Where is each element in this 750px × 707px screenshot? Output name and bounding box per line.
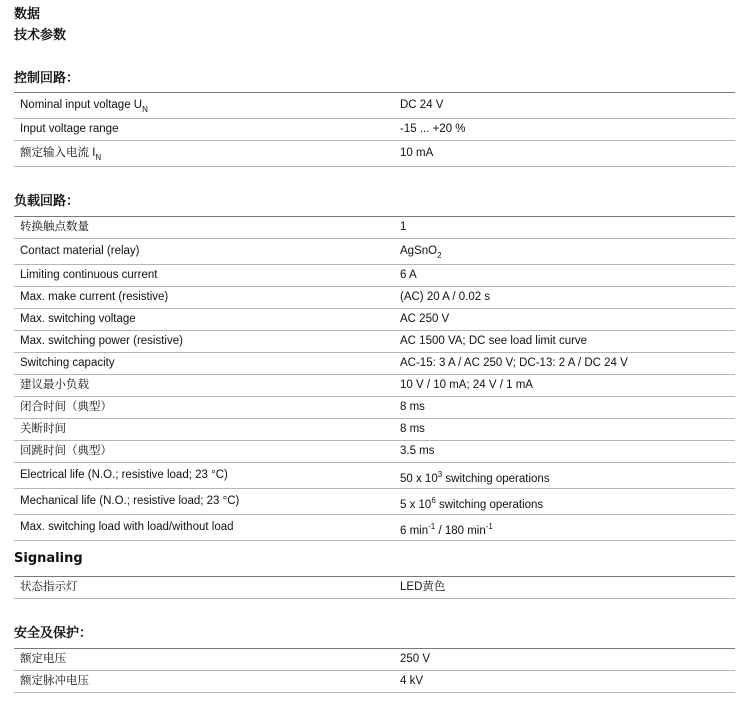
section-title-signaling: Signaling <box>14 551 83 566</box>
row-label: Max. switching voltage <box>20 313 136 325</box>
table-row <box>14 671 735 693</box>
row-label: 状态指示灯 <box>20 581 78 593</box>
row-value: 1 <box>400 221 407 233</box>
row-value: AC 1500 VA; DC see load limit curve <box>400 335 588 347</box>
row-value: 4 kV <box>400 675 424 687</box>
table-row <box>14 141 735 167</box>
page-title: 数据 <box>14 7 41 22</box>
load-table <box>14 216 735 541</box>
row-value: (AC) 20 A / 0.02 s <box>400 291 491 303</box>
row-label: Electrical life (N.O.; resistive load; 23 °C) <box>20 469 228 481</box>
row-label: Mechanical life (N.O.; resistive load; 23 °C) <box>20 495 240 507</box>
table-row <box>14 216 735 239</box>
row-value: 5 x $10^6$ switching operations <box>400 496 544 511</box>
section-title-safety: 安全及保护： <box>14 626 93 641</box>
signaling-table <box>14 576 735 599</box>
table-row <box>14 489 735 515</box>
table-row <box>14 309 735 331</box>
table-row <box>14 397 735 419</box>
row-value: 250 V <box>400 653 431 665</box>
row-value: 10 V / 10 mA; 24 V / 1 mA <box>400 379 533 391</box>
table-row <box>14 92 735 119</box>
table-row <box>14 265 735 287</box>
row-value: AC 250 V <box>400 313 450 325</box>
row-value: 8 ms <box>400 423 425 435</box>
table-row <box>14 441 735 463</box>
table-row <box>14 515 735 541</box>
row-label: 额定输入电流 $I_N$ <box>20 147 102 162</box>
row-label: 额定脉冲电压 <box>20 675 89 687</box>
row-label: 额定电压 <box>20 653 66 665</box>
row-label: Max. switching load with load/without load <box>20 521 234 533</box>
row-value: 6 $\min^{-1} / 180$ $\min^{-1}$ <box>400 522 493 537</box>
row-value: 6 A <box>400 269 417 281</box>
row-label: Switching capacity <box>20 357 115 369</box>
row-label: 建议最小负载 <box>20 379 89 391</box>
row-value: 50 x $10^3$ switching operations <box>400 470 550 485</box>
section-title-load: 负载回路： <box>14 194 80 209</box>
table-row <box>14 648 735 671</box>
table-row <box>14 375 735 397</box>
section-title-control: 控制回路： <box>14 71 80 86</box>
row-label: 转换触点数量 <box>20 221 89 233</box>
row-label: Contact material (relay) <box>20 245 140 257</box>
table-row <box>14 576 735 599</box>
table-row <box>14 353 735 375</box>
row-value: 8 ms <box>400 401 425 413</box>
row-label: 关断时间 <box>20 423 66 435</box>
row-value: AgSnO$_2$ <box>400 245 442 260</box>
row-value: -15 ... +20 % <box>400 123 466 135</box>
row-label: 回跳时间（典型） <box>20 445 112 457</box>
table-row <box>14 287 735 309</box>
control-table <box>14 92 735 167</box>
table-row <box>14 331 735 353</box>
row-value: 10 mA <box>400 147 434 159</box>
row-value: LED黄色 <box>400 581 446 593</box>
safety-table <box>14 648 735 693</box>
row-label: Max. make current (resistive) <box>20 291 169 303</box>
row-label: Nominal input voltage $U_N$ <box>20 99 148 114</box>
row-value: 3.5 ms <box>400 445 435 457</box>
table-row <box>14 119 735 141</box>
row-value: DC 24 V <box>400 99 444 111</box>
page-subtitle: 技术参数 <box>14 28 67 43</box>
table-row <box>14 419 735 441</box>
row-label: Limiting continuous current <box>20 269 158 281</box>
row-label: 闭合时间（典型） <box>20 401 112 413</box>
row-label: Input voltage range <box>20 123 119 135</box>
row-value: AC-15: 3 A / AC 250 V; DC-13: 2 A / DC 24 V <box>400 357 628 369</box>
table-row <box>14 463 735 489</box>
table-row <box>14 239 735 265</box>
row-label: Max. switching power (resistive) <box>20 335 183 347</box>
